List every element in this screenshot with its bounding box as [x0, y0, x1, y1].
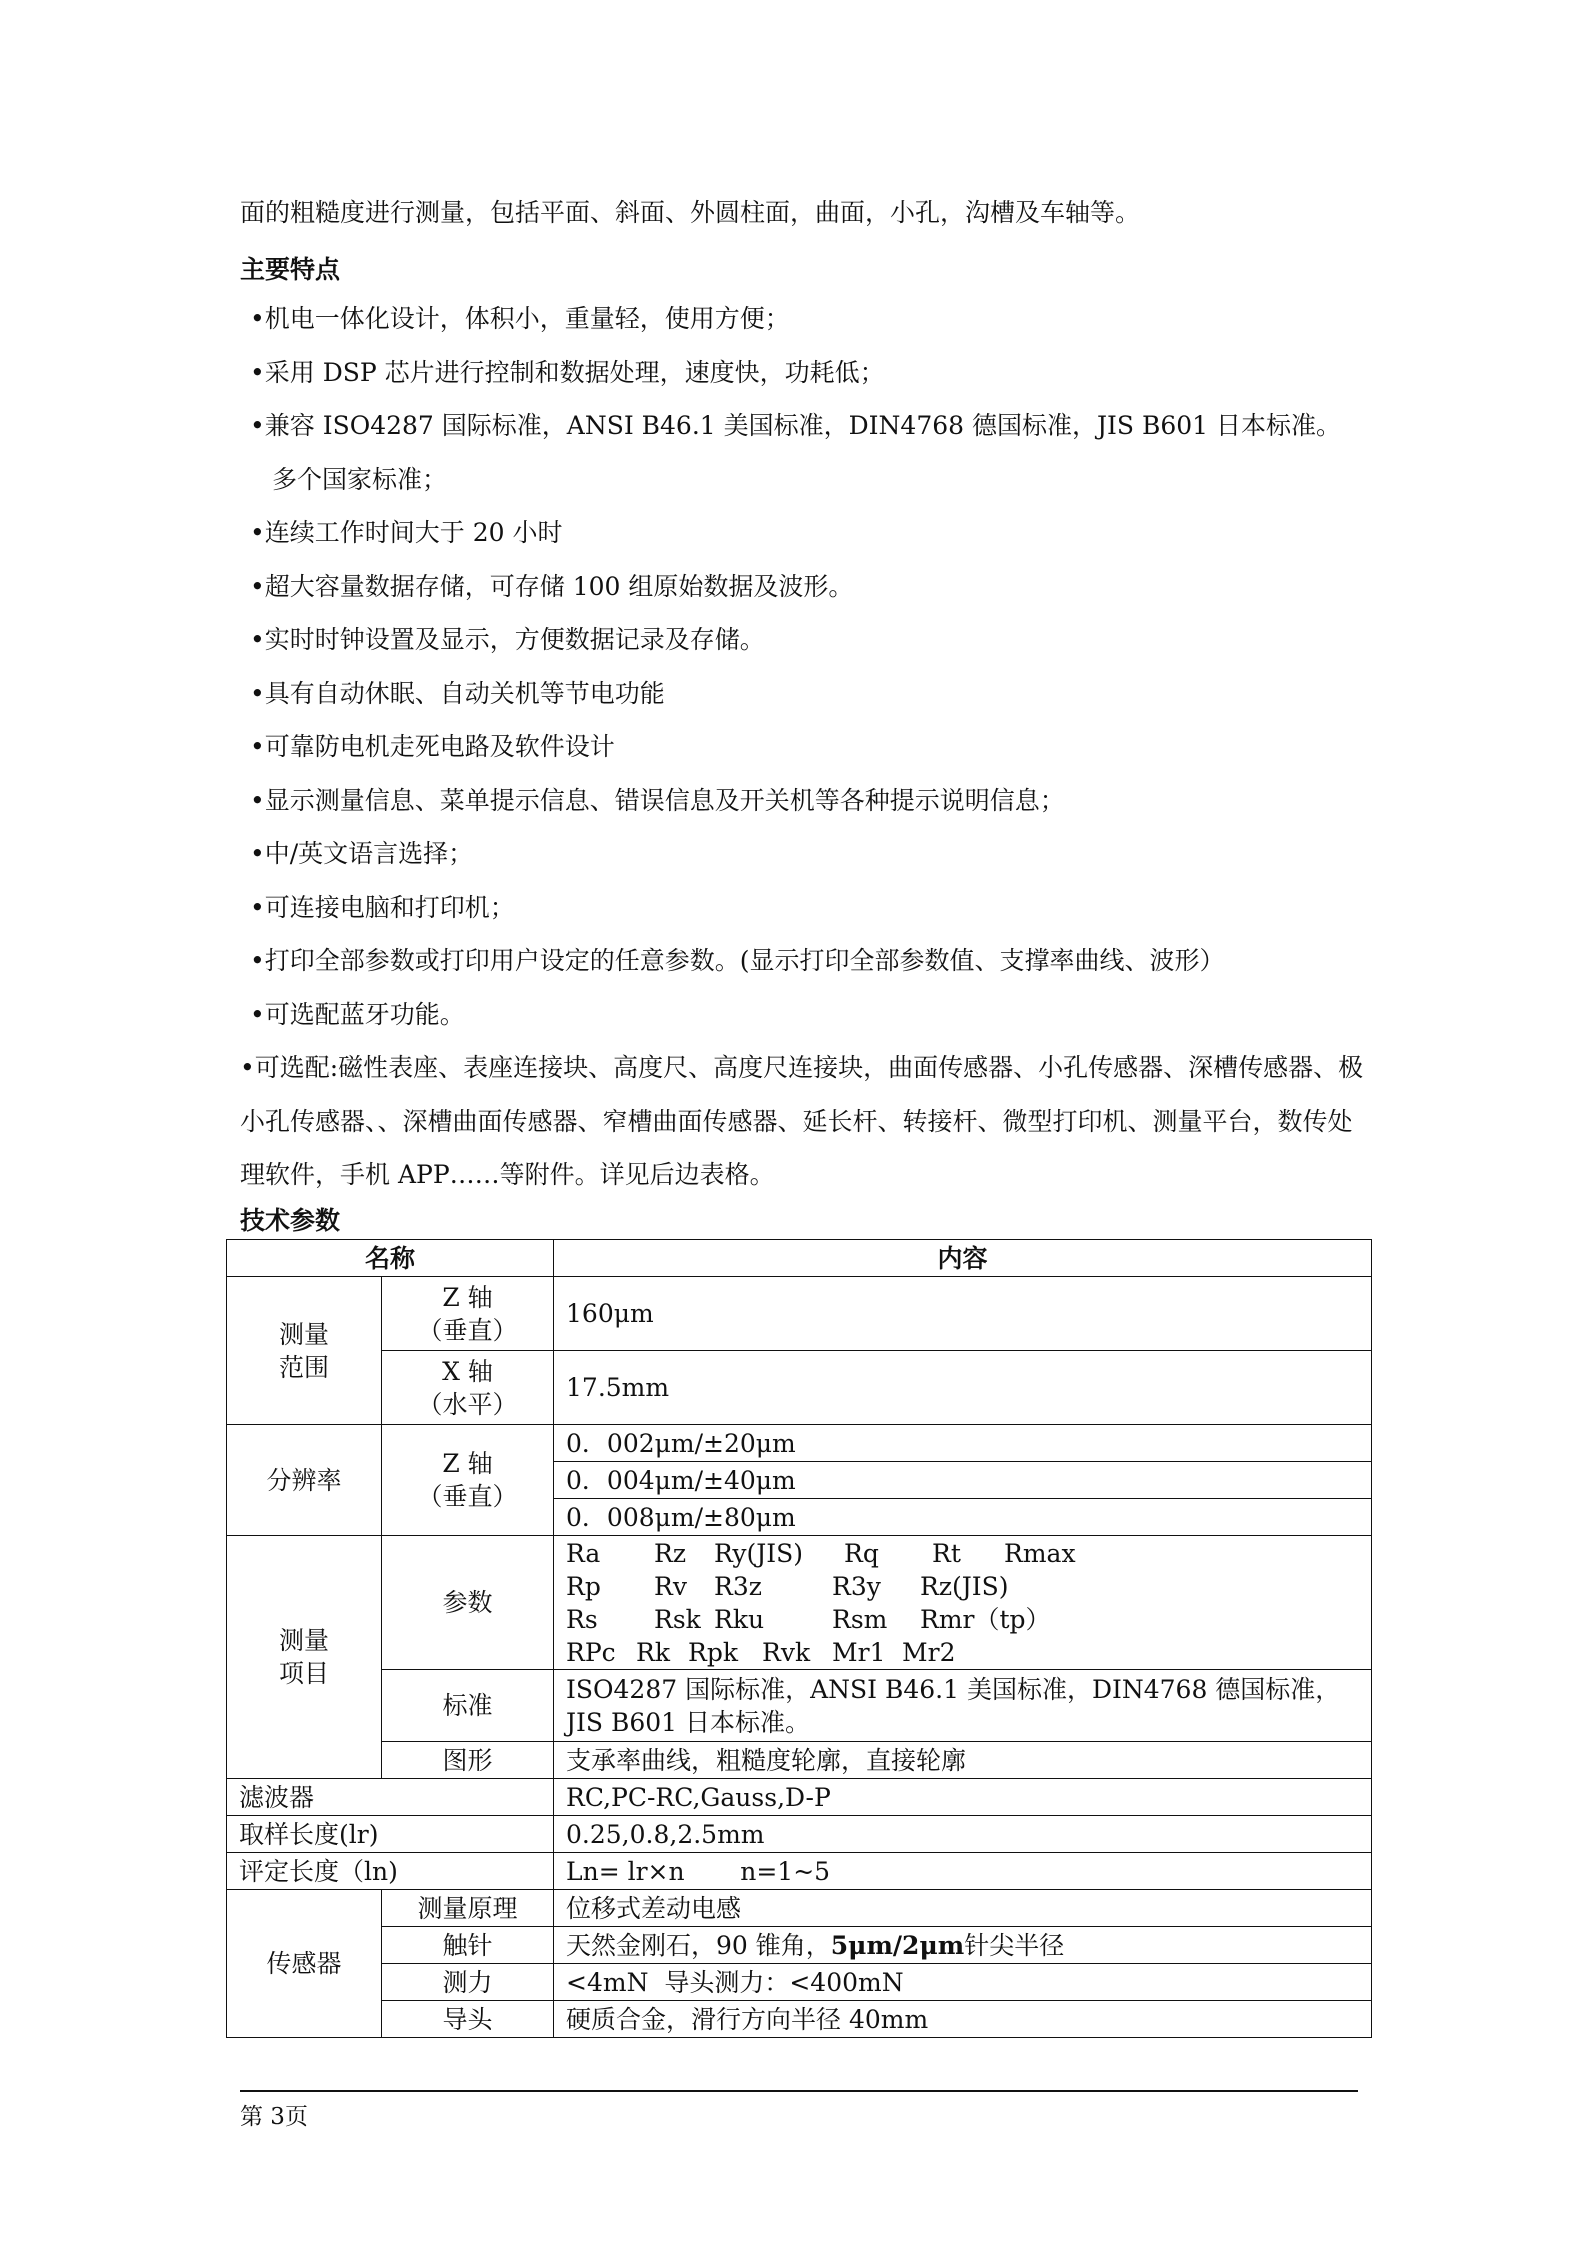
table-row — [227, 1890, 1372, 1927]
force-label: 测力 — [382, 1964, 554, 2001]
table-row — [227, 1351, 1372, 1425]
guide-label: 导头 — [382, 2001, 554, 2038]
table-row — [227, 2001, 1372, 2038]
graph-value: 支承率曲线，粗糙度轮廓，直接轮廓 — [554, 1742, 1372, 1779]
feature-item: •打印全部参数或打印用户设定的任意参数。(显示打印全部参数值、支撑率曲线、波形） — [250, 946, 1225, 975]
x-axis-label: X 轴 （水平） — [382, 1351, 554, 1425]
feature-item-continuation: 多个国家标准； — [272, 464, 448, 494]
table-row — [227, 1964, 1372, 2001]
resolution-value: 0．004μm/±40μm — [554, 1462, 1372, 1499]
feature-item: •连续工作时间大于 20 小时 — [250, 518, 563, 547]
feature-item: •具有自动休眠、自动关机等节电功能 — [250, 678, 665, 708]
stylus-value: 天然金刚石，90 锥角，5μm/2μm针尖半径 — [554, 1927, 1372, 1964]
sample-length-value: 0.25,0.8,2.5mm — [554, 1816, 1372, 1853]
x-range-value: 17.5mm — [554, 1351, 1372, 1425]
filter-value: RC,PC-RC,Gauss,D-P — [554, 1779, 1372, 1816]
features-list — [240, 292, 1370, 1202]
res-z-axis-label: Z 轴 （垂直） — [382, 1425, 554, 1536]
feature-item: •显示测量信息、菜单提示信息、错误信息及开关机等各种提示说明信息； — [250, 785, 1065, 815]
table-row — [227, 1277, 1372, 1351]
principle-label: 测量原理 — [382, 1890, 554, 1927]
z-axis-label: Z 轴 （垂直） — [382, 1277, 554, 1351]
page-number: 第 3页 — [240, 2104, 308, 2130]
feature-item: •采用 DSP 芯片进行控制和数据处理，速度快，功耗低； — [250, 357, 885, 387]
filter-label: 滤波器 — [227, 1779, 554, 1816]
table-row — [227, 1927, 1372, 1964]
table-row — [227, 1425, 1372, 1462]
guide-value: 硬质合金，滑行方向半径 40mm — [554, 2001, 1372, 2038]
table-row — [227, 1670, 1372, 1742]
table-row — [227, 1779, 1372, 1816]
sample-length-label: 取样长度(lr) — [227, 1816, 554, 1853]
params-label: 参数 — [382, 1536, 554, 1670]
standard-value: ISO4287 国际标准，ANSI B46.1 美国标准，DIN4768 德国标准，JIS B601 日本标准。 — [554, 1670, 1372, 1742]
resolution-value: 0．008μm/±80μm — [554, 1499, 1372, 1536]
header-name: 名称 — [227, 1240, 554, 1277]
feature-item: •兼容 ISO4287 国际标准，ANSI B46.1 美国标准，DIN4768 德国标准，JIS B601 日本标准。 — [250, 411, 1341, 440]
options-paragraph: •可选配:磁性表座、表座连接块、高度尺、高度尺连接块，曲面传感器、小孔传感器、深槽传感器、极小孔传感器、、深槽曲面传感器、窄槽曲面传感器、延长杆、转接杆、微型打印机、测量平台，数传处理软件，手机 APP……等附件。详见后边表格。 — [240, 1053, 1364, 1189]
features-heading: 主要特点 — [240, 255, 341, 284]
intro-paragraph: 面的粗糙度进行测量，包括平面、斜面、外圆柱面，曲面，小孔，沟槽及车轴等。 — [240, 198, 1141, 227]
eval-length-label: 评定长度（ln) — [227, 1853, 554, 1890]
graph-label: 图形 — [382, 1742, 554, 1779]
header-content: 内容 — [554, 1240, 1372, 1277]
resolution-label: 分辨率 — [227, 1425, 382, 1536]
principle-value: 位移式差动电感 — [554, 1890, 1372, 1927]
stylus-label: 触针 — [382, 1927, 554, 1964]
resolution-value: 0．002μm/±20μm — [554, 1425, 1372, 1462]
feature-item: •中/英文语言选择； — [250, 839, 474, 868]
items-label: 测量 项目 — [227, 1536, 382, 1779]
feature-item: •实时时钟设置及显示，方便数据记录及存储。 — [250, 625, 765, 654]
force-value: <4mN 导头测力：<400mN — [554, 1964, 1372, 2001]
spec-heading: 技术参数 — [240, 1206, 341, 1235]
standard-label: 标准 — [382, 1670, 554, 1742]
eval-length-value: Ln= lr×n n=1~5 — [554, 1853, 1372, 1890]
table-row — [227, 1853, 1372, 1890]
spec-table — [226, 1239, 1372, 2038]
footer-divider — [240, 2090, 1358, 2092]
feature-item: •可选配蓝牙功能。 — [250, 999, 465, 1029]
table-header-row — [227, 1240, 1372, 1277]
sensor-label: 传感器 — [227, 1890, 382, 2038]
feature-item: •机电一体化设计，体积小，重量轻，使用方便； — [250, 304, 790, 333]
table-row — [227, 1742, 1372, 1779]
feature-item: •超大容量数据存储，可存储 100 组原始数据及波形。 — [250, 571, 854, 601]
table-row — [227, 1536, 1372, 1670]
params-value: Ra Rz Ry(JIS) Rq Rt Rmax Rp Rv R3z R3y Rz(JIS) Rs Rsk Rku Rsm Rmr（tp） RPc Rk Rpk Rvk Mr1 Mr2 — [554, 1536, 1372, 1670]
z-range-value: 160μm — [554, 1277, 1372, 1351]
table-row — [227, 1816, 1372, 1853]
feature-item: •可靠防电机走死电路及软件设计 — [250, 732, 615, 761]
feature-item: •可连接电脑和打印机； — [250, 892, 515, 922]
range-label: 测量 范围 — [227, 1277, 382, 1425]
